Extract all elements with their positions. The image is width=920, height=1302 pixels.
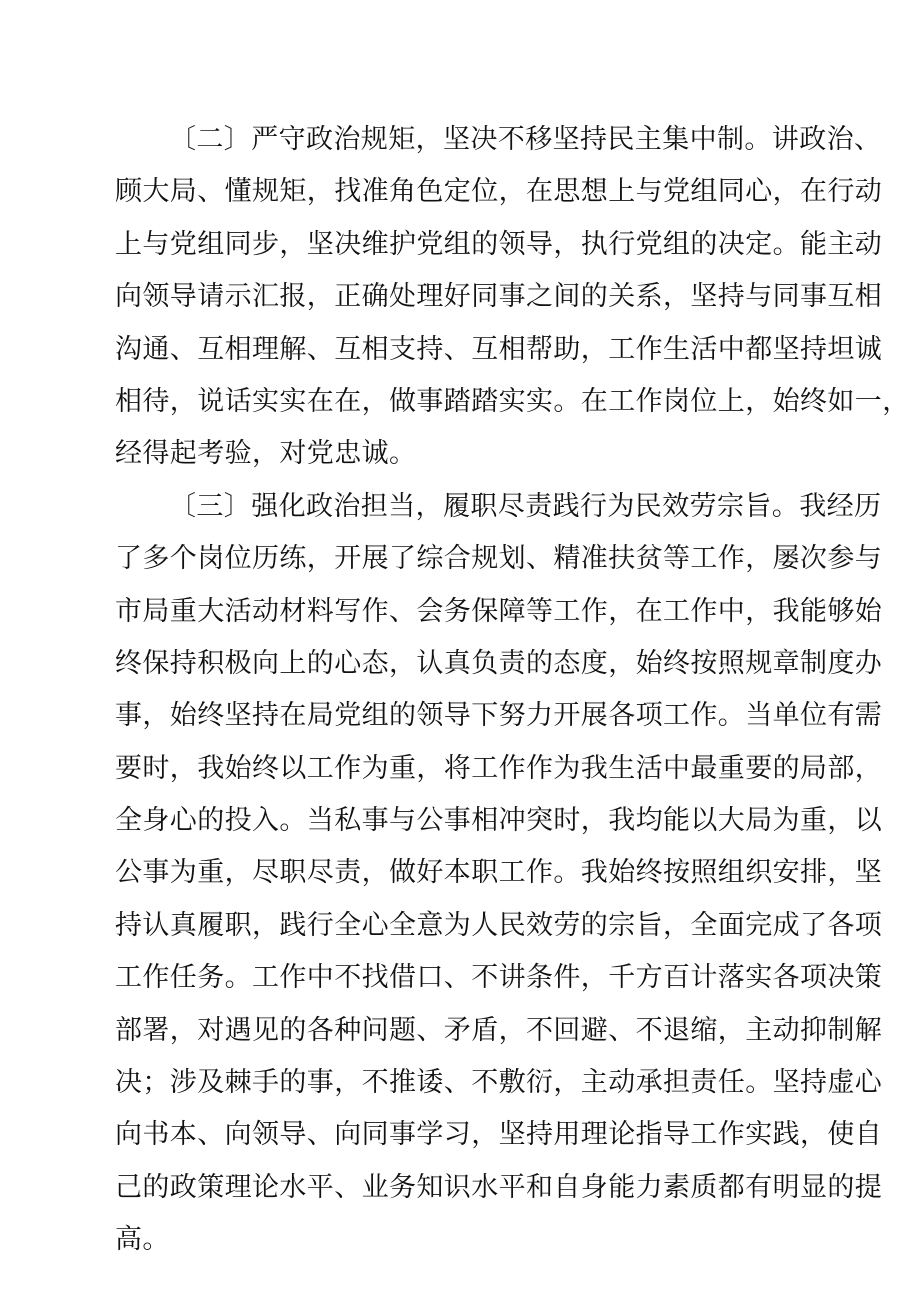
paragraph-line: 要时，我始终以工作为重，将工作作为我生活中最重要的局部， bbox=[115, 752, 883, 784]
paragraph-political-rules bbox=[115, 114, 910, 481]
paragraph-line: 己的政策理论水平、业务知识水平和自身能力素质都有明显的提 bbox=[115, 1171, 883, 1203]
document-body bbox=[115, 114, 910, 1267]
paragraph-line: 市局重大活动材料写作、会务保障等工作，在工作中，我能够始 bbox=[115, 595, 883, 627]
paragraph-line: 经得起考验，对党忠诚。 bbox=[115, 438, 417, 470]
paragraph-line: 终保持积极向上的心态，认真负责的态度，始终按照规章制度办 bbox=[115, 647, 883, 679]
paragraph-political-responsibility bbox=[115, 481, 883, 1267]
paragraph-line: 相待，说话实实在在，做事踏踏实实。在工作岗位上，始终如一， bbox=[115, 385, 910, 417]
paragraph-line: 决；涉及棘手的事，不推诿、不敷衍，主动承担责任。坚持虚心 bbox=[115, 1067, 883, 1099]
paragraph-line: 〔三〕强化政治担当，履职尽责践行为民效劳宗旨。我经历 bbox=[169, 490, 882, 522]
paragraph-line: 部署，对遇见的各种问题、矛盾，不回避、不退缩，主动抑制解 bbox=[115, 1014, 883, 1046]
paragraph-line: 公事为重，尽职尽责，做好本职工作。我始终按照组织安排，坚 bbox=[115, 857, 883, 889]
paragraph-line: 了多个岗位历练，开展了综合规划、精准扶贫等工作，屡次参与 bbox=[115, 543, 883, 575]
paragraph-line: 全身心的投入。当私事与公事相冲突时，我均能以大局为重，以 bbox=[115, 805, 883, 837]
paragraph-line: 上与党组同步，坚决维护党组的领导，执行党组的决定。能主动 bbox=[115, 228, 883, 260]
paragraph-line: 向领导请示汇报，正确处理好同事之间的关系，坚持与同事互相 bbox=[115, 281, 883, 313]
paragraph-line: 向书本、向领导、向同事学习，坚持用理论指导工作实践，使自 bbox=[115, 1119, 883, 1151]
paragraph-line: 持认真履职，践行全心全意为人民效劳的宗旨，全面完成了各项 bbox=[115, 909, 883, 941]
paragraph-line: 沟通、互相理解、互相支持、互相帮助，工作生活中都坚持坦诚 bbox=[115, 333, 883, 365]
paragraph-line: 工作任务。工作中不找借口、不讲条件，千方百计落实各项决策 bbox=[115, 962, 883, 994]
paragraph-line: 顾大局、懂规矩，找准角色定位，在思想上与党组同心，在行动 bbox=[115, 176, 883, 208]
paragraph-line: 事，始终坚持在局党组的领导下努力开展各项工作。当单位有需 bbox=[115, 700, 883, 732]
paragraph-line: 高。 bbox=[115, 1224, 170, 1256]
paragraph-line: 〔二〕严守政治规矩，坚决不移坚持民主集中制。讲政治、 bbox=[169, 124, 882, 155]
